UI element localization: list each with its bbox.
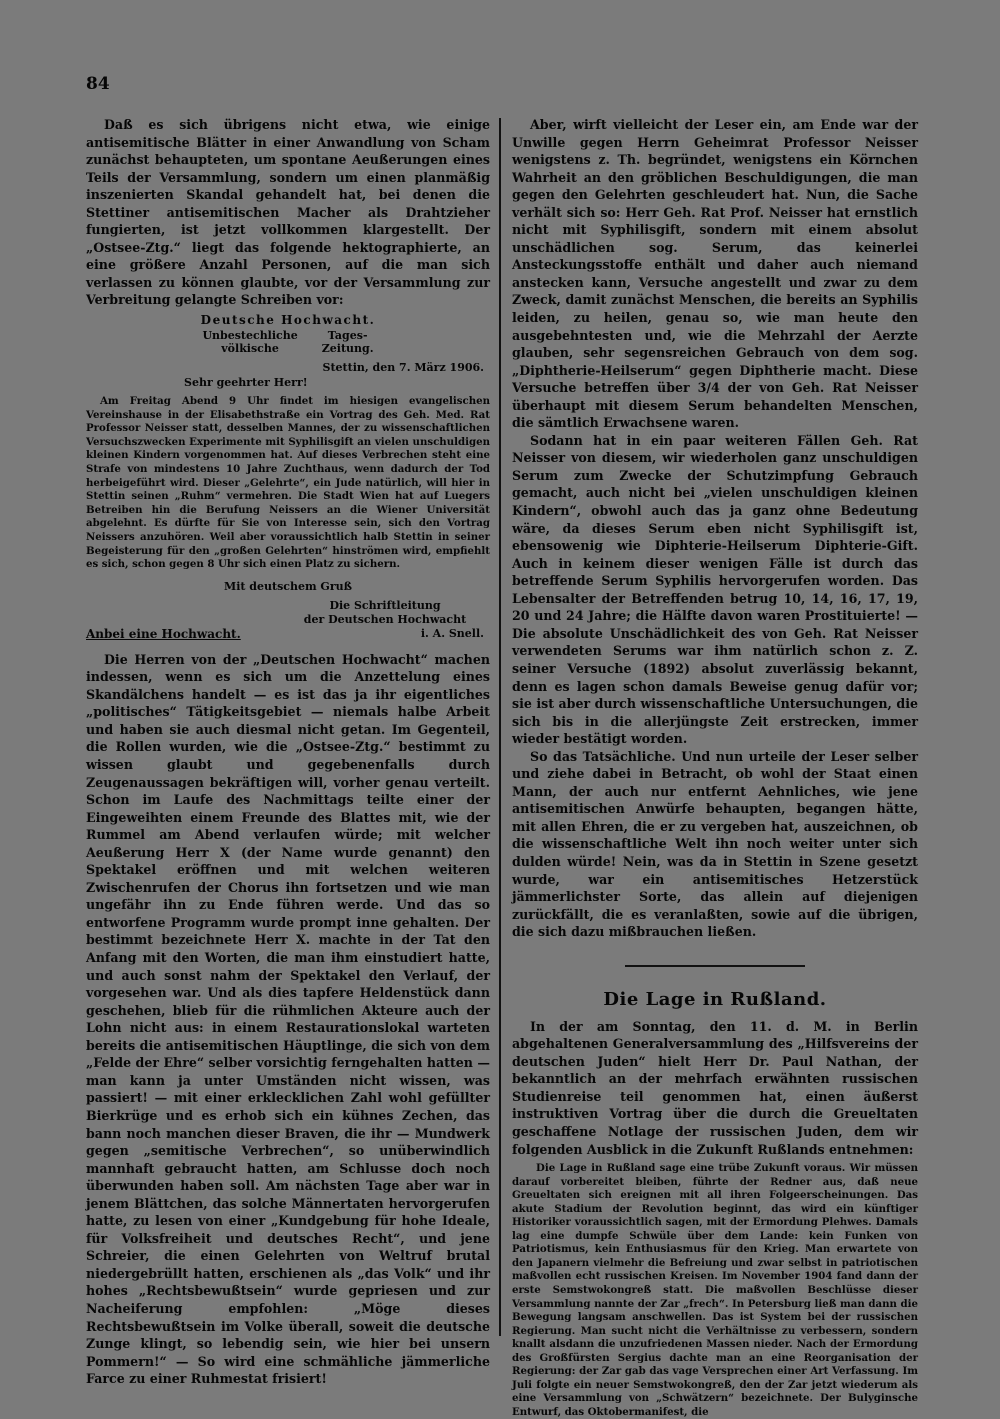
page-number: 84 <box>86 74 110 94</box>
section-title: Die Lage in Rußland. <box>603 988 827 1010</box>
right-paragraph-4: In der am Sonntag, den 11. d. M. in Berlin abgehaltenen Generalversammlung des „Hilfsvereins der deutschen Juden“ hielt Herr Dr. Paul Nathan, der bekanntlich an der mehrfach erwähnten russischen Studienreise teil genommen hat, einen äußerst instruktiven Vortrag über die durch die Greueltaten geschaffene Notlage der russischen Juden, dem wir folgenden Ausblick in die Zukunft Rußlands entnehmen: <box>512 1018 918 1157</box>
letter-subtitle <box>86 329 490 355</box>
letter-signature <box>280 599 490 641</box>
section-separator <box>625 965 805 967</box>
right-paragraph-3: So das Tatsächliche. Und nun urteile der Leser selber und ziehe dabei in Betracht, ob wohl der Staat einen Mann, der auch nur entfernt Aehnliches, wie jene antisemitischen Anwürfe behaupten, begangen hätte, mit allen Ehren, die er zu vergeben hat, auszeichnen, ob die wissenschaftliche Welt ihn noch weiter unter sich dulden würde! Nein, was da in Stettin in Szene gesetzt wurde, war ein antisemitisches Hetzerstück jämmerlichster Sorte, das allein auf diejenigen zurückfällt, die es veranlaßten, sowie auf die übrigen, die sich dazu mißbrauchen ließen. <box>512 748 918 940</box>
letter-date: Stettin, den 7. März 1906. <box>322 361 484 375</box>
signature-line-1: Die Schriftleitung <box>329 598 441 612</box>
letter-signature-block <box>86 599 490 641</box>
letter-subtitle-right-2: Zeitung. <box>321 342 374 356</box>
letter-closing: Mit deutschem Gruß <box>224 579 352 593</box>
letter-annotation: Anbei eine Hochwacht. <box>86 626 241 641</box>
right-paragraph-2: Sodann hat in ein paar weiteren Fällen Geh. Rat Neisser von diesem, wir wiederholen ganz unschuldigen Serum zum Zwecke der Schutzimpfung Gebrauch gemacht, auch nicht bei „vielen unschuldigen kleinen Kindern“, obwohl auch das ja ganz ohne Bedeutung wäre, da dieses Serum eben nicht Syphilisgift ist, ebensowenig wie Diphterie-Heilserum Diphterie-Gift. Auch in keinem dieser wenigen Fälle ist durch das betreffende Serum Syphilis hervorgerufen worden. Das Lebensalter der Betreffenden betrug 10, 14, 16, 17, 19, 20 und 24 Jahre; die Hälfte davon waren Prostituierte! — Die absolute Unschädlichkeit des von Geh. Rat Neisser verwendeten Serums war ihm natürlich schon z. Z. seiner Versuche (1892) absolut zuverlässig bekannt, denn es lagen schon damals Beweise genug dafür vor; sie ist aber durch wissenschaftliche Untersuchungen, die sich bis in die allerjüngste Zeit erstrecken, immer wieder bestätigt worden. <box>512 432 918 747</box>
signature-line-3: i. A. Snell. <box>420 626 484 640</box>
right-paragraph-1: Aber, wirft vielleicht der Leser ein, am Ende war der Unwille gegen Herrn Geheimrat Professor Neisser wenigstens z. Th. begründet, wenigstens ein Körnchen Wahrheit an den gröblichen Beschuldigungen, die man gegen den Gelehrten geschleudert hat. Nun, die Sache verhält sich so: Herr Geh. Rat Prof. Neisser hat ernstlich nicht mit Syphilisgift, sondern mit einem absolut unschädlichen sog. Serum, das keinerlei Ansteckungsstoffe enthält und daher auch niemand anstecken kann, Versuche angestellt und zwar zu dem Zweck, damit zunächst Menschen, die bereits an Syphilis leiden, zu heilen, genau so, wie man heute den ausgebehntesten und, wie die Mehrzahl der Aerzte glauben, sehr segensreichen Gebrauch von dem sog. „Diphtherie-Heilserum“ gegen Diphtherie macht. Diese Versuche betreffen über 3/4 der von Geh. Rat Neisser überhaupt mit diesem Serum behandelten Menschen, die sämtlich Erwachsene waren. <box>512 117 918 431</box>
quoted-report: Die Lage in Rußland sage eine trübe Zukunft voraus. Wir müssen darauf vorbereitet bleiben, führte der Redner aus, daß neue Greueltaten sich ereignen mit all ihren Folgeerscheinungen. Das akute Stadium der Revolution beginnt, das wird ein künftiger Historiker voraussichtlich sagen, mit der Ermordung Plehwes. Damals lag eine dumpfe Schwüle über dem Lande: kein Funken von Patriotismus, kein Enthusiasmus für den Krieg. Man erwartete von den Japanern vielmehr die Befreiung und zwar selbst in patriotischen maßvollen echt russischen Kreisen. Im November 1904 fand dann der erste Semstwokongreß statt. Die maßvollen Beschlüsse dieser Versammlung nannte der Zar „frech“. In Petersburg ließ man dann die Bewegung langsam anschwellen. Das ist System bei der russischen Regierung. Man sucht nicht die Verhältnisse zu verbessern, sondern knallt alsdann die unzufriedenen Massen nieder. Nach der Ermordung des Großfürsten Sergius dachte man an eine Reorganisation der Regierung: der Zar gab das vage Versprechen einer Art Verfassung. Im Juli folgte ein neuer Semstwokongreß, den der Zar jetzt wiederum als eine Versammlung von „Schwätzern“ bezeichnete. Der Bulyginsche Entwurf, das Oktobermanifest, die <box>512 1162 918 1418</box>
left-paragraph-1: Daß es sich übrigens nicht etwa, wie einige antisemitische Blätter in einer Anwandlung von Scham zunächst behaupteten, um spontane Aeußerungen eines Teils der Versammlung, sondern um einen planmäßig inszenierten Skandal gehandelt hat, bei denen die Stettiner antisemitischen Macher als Drahtzieher fungierten, ist jetzt vollkommen klargestellt. Der „Ostsee-Ztg.“ liegt das folgende hektographierte, an eine größere Anzahl Personen, auf die man sich verlassen zu können glaubte, vor der Versammlung zur Verbreitung gelangte Schreiben vor: <box>86 117 490 308</box>
left-column <box>86 116 490 1388</box>
letter-salutation: Sehr geehrter Herr! <box>184 376 308 390</box>
left-paragraph-2: Die Herren von der „Deutschen Hochwacht“ machen indessen, wenn es sich um die Anzettelung eines Skandälchens handelt — es ist das ja ihr eigentliches „politisches“ Tätigkeitsgebiet — niemals halbe Arbeit und haben sie auch diesmal nicht getan. Im Gegenteil, die Rollen wurden, wie die „Ostsee-Ztg.“ bestimmt zu wissen glaubt und gegebenenfalls durch Zeugenaussagen bekräftigen will, vorher genau verteilt. Schon im Laufe des Nachmittags teilte einer der Eingeweihten einem Freunde des Blattes mit, wie der Rummel am Abend verlaufen würde; mit welcher Aeußerung Herr X (der Name wurde genannt) den Spektakel eröffnen und mit welchen weiteren Zwischenrufen der Chorus ihn fortsetzen und wie man ungefähr ihn zu Ende führen werde. Und das so entworfene Programm wurde prompt inne gehalten. Der bestimmt bezeichnete Herr X. machte in der Tat den Anfang mit den Worten, die man ihm einstudiert hatte, und auch sonst nahm der Spektakel den Verlauf, der vorgesehen war. Und als dies tapfere Heldenstück dann geschehen, blieb für die rühmlichen Akteure auch der Lohn nicht aus: in einem Restaurationslokal warteten bereits die antisemitischen Häuptlinge, die sich von dem „Felde der Ehre“ selber vorsichtig ferngehalten hatten — man kann ja unter Umständen nicht wissen, was passiert! — mit einer erklecklichen Zahl wohl gefüllter Bierkrüge und es erhob sich ein kühnes Zechen, das bann noch manchen dieser Braven, die ihr — Mundwerk gegen „semitische Verbrechen“, so unüberwindlich mannhaft gebraucht hatten, am Schlusse doch noch überwunden haben soll. Am nächsten Tage aber war in jenem Blättchen, das solche Männertaten hervorgerufen hatte, zu lesen von einer „Kundgebung für hohe Ideale, für Volksfreiheit und deutsches Recht“, und jene Schreier, die einen Gelehrten von Weltruf brutal niedergebrüllt hatten, erschienen als „das Volk“ und ihr hohes „Rechtsbewußtsein“ wurde gepriesen und zur Nacheiferung empfohlen: „Möge dieses Rechtsbewußtsein im Volke überall, soweit die deutsche Zunge klingt, so lebendig sein, wie hier bei unsern Pommern!“ — So wird eine schmähliche jämmerliche Farce zu einer Ruhmestat frisiert! <box>86 651 490 1387</box>
letter-body: Am Freitag Abend 9 Uhr findet im hiesigen evangelischen Vereinshause in der Elisabethstraße ein Vortrag des Geh. Med. Rat Professor Neisser statt, desselben Mannes, der zu wissenschaftlichen Versuchszwecken Experimente mit Syphilisgift an vielen unschuldigen kleinen Kindern vorgenommen hat. Auf dieses Verbrechen steht eine Strafe von mindestens 10 Jahre Zuchthaus, wenn dadurch der Tod herbeigeführt wird. Dieser „Gelehrte“, ein Jude natürlich, will hier in Stettin seinen „Ruhm“ vermehren. Die Stadt Wien hat auf Luegers Betreiben hin die Berufung Neissers an die Wiener Universität abgelehnt. Es dürfte für Sie von Interesse sein, sich den Vortrag Neissers anzuhören. Weil aber voraussichtlich halb Stettin in seiner Begeisterung für den „großen Gelehrten“ hinströmen wird, empfiehlt es sich, schon gegen 8 Uhr sich einen Platz zu sichern. <box>86 395 490 571</box>
signature-line-2: der Deutschen Hochwacht <box>303 612 467 626</box>
letter-subtitle-left-2: völkische <box>221 342 279 356</box>
quoted-letter <box>86 313 490 641</box>
letter-subtitle-left-1: Unbestechliche <box>202 329 298 343</box>
right-column <box>512 116 918 1419</box>
letter-subtitle-right-1: Tages- <box>327 329 368 343</box>
column-divider <box>499 118 501 1336</box>
letter-masthead: Deutsche Hochwacht. <box>200 313 376 328</box>
